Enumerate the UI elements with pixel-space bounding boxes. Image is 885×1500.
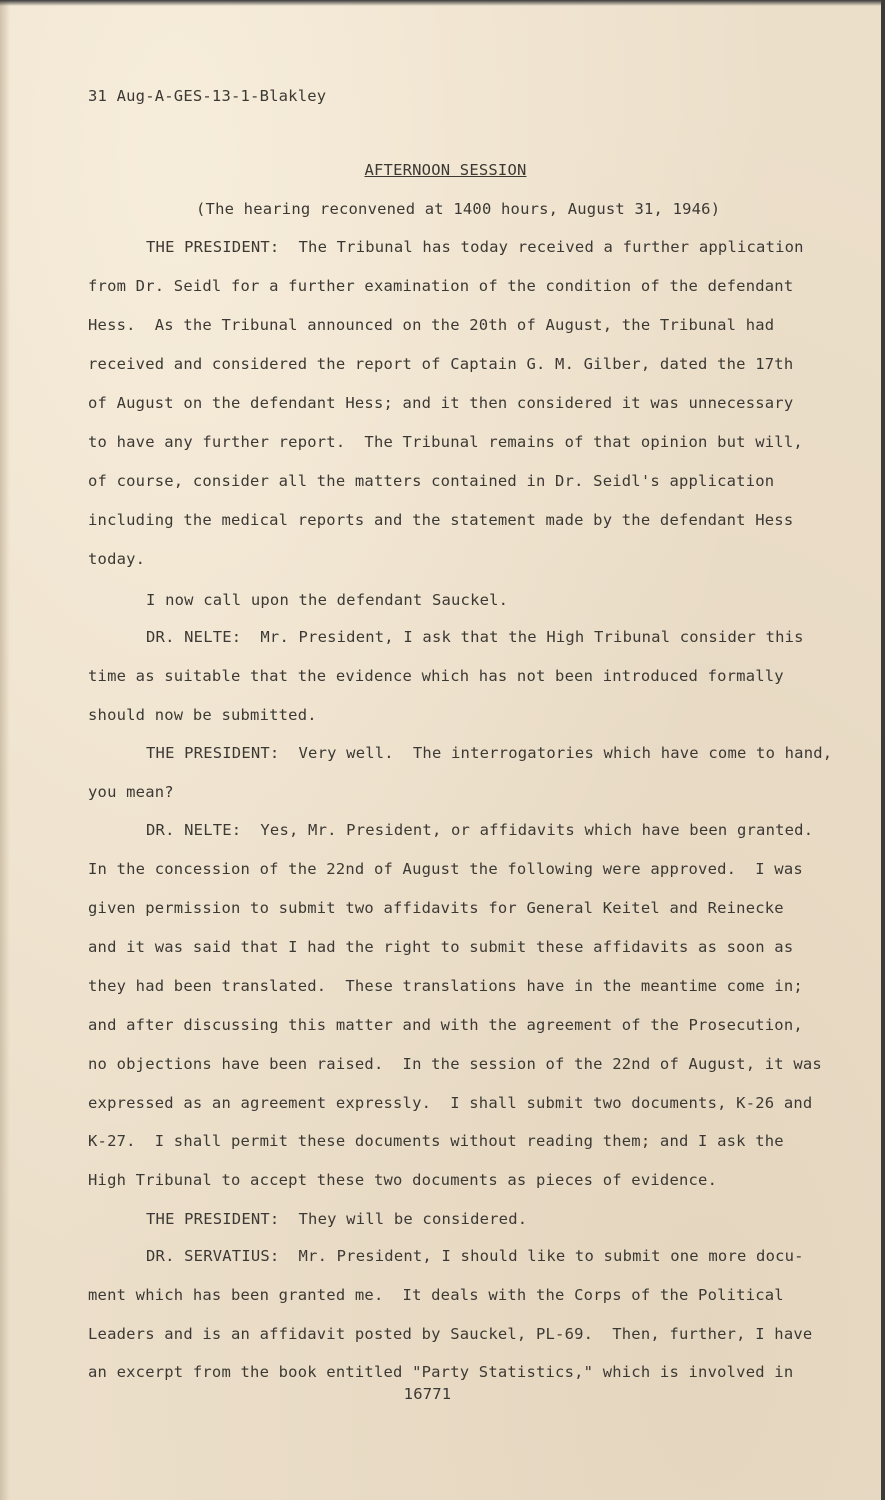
text-line: from Dr. Seidl for a further examination of the condition of the defendant: [88, 277, 794, 295]
text-line: ment which has been granted me. It deals with the Corps of the Political: [88, 1286, 784, 1304]
text-line: Leaders and is an affidavit posted by Sauckel, PL-69. Then, further, I have: [88, 1325, 813, 1343]
text-line: given permission to submit two affidavits for General Keitel and Reinecke: [88, 899, 784, 917]
text-line: THE PRESIDENT: Very well. The interrogatories which have come to hand,: [146, 744, 833, 762]
text-line: and after discussing this matter and with the agreement of the Prosecution,: [88, 1016, 803, 1034]
document-reference: 31 Aug-A-GES-13-1-Blakley: [88, 87, 327, 105]
text-line: including the medical reports and the statement made by the defendant Hess: [88, 511, 794, 529]
page-number: 16771: [403, 1385, 452, 1403]
text-line: received and considered the report of Captain G. M. Gilber, dated the 17th: [88, 355, 794, 373]
text-line: DR. SERVATIUS: Mr. President, I should like to submit one more docu-: [146, 1247, 804, 1265]
text-line: K-27. I shall permit these documents without reading them; and I ask the: [88, 1132, 784, 1150]
text-line: of course, consider all the matters contained in Dr. Seidl's application: [88, 472, 775, 490]
session-heading: AFTERNOON SESSION: [364, 161, 527, 179]
text-line: expressed as an agreement expressly. I shall submit two documents, K-26 and: [88, 1094, 813, 1112]
text-line: and it was said that I had the right to submit these affidavits as soon as: [88, 938, 794, 956]
text-line: to have any further report. The Tribunal remains of that opinion but will,: [88, 433, 803, 451]
text-line: High Tribunal to accept these two documents as pieces of evidence.: [88, 1171, 718, 1189]
text-line: an excerpt from the book entitled "Party Statistics," which is involved in: [88, 1363, 794, 1381]
text-line: Hess. As the Tribunal announced on the 20th of August, the Tribunal had: [88, 316, 775, 334]
text-line: THE PRESIDENT: They will be considered.: [146, 1210, 528, 1228]
text-line: DR. NELTE: Yes, Mr. President, or affidavits which have been granted.: [146, 821, 814, 839]
text-line: THE PRESIDENT: The Tribunal has today received a further application: [146, 238, 804, 256]
page-right-edge: [881, 0, 885, 1500]
text-line: I now call upon the defendant Sauckel.: [146, 591, 509, 609]
page-left-edge: [0, 0, 10, 1500]
text-line: you mean?: [88, 783, 174, 801]
text-line: they had been translated. These translations have in the meantime come in;: [88, 977, 803, 995]
text-line: (The hearing reconvened at 1400 hours, August 31, 1946): [196, 200, 721, 218]
text-line: no objections have been raised. In the session of the 22nd of August, it was: [88, 1055, 822, 1073]
text-line: of August on the defendant Hess; and it then considered it was unnecessary: [88, 394, 794, 412]
text-line: should now be submitted.: [88, 706, 317, 724]
page-top-edge: [0, 0, 885, 6]
text-line: In the concession of the 22nd of August the following were approved. I was: [88, 860, 803, 878]
text-line: DR. NELTE: Mr. President, I ask that the High Tribunal consider this: [146, 628, 804, 646]
text-line: today.: [88, 550, 146, 568]
text-line: time as suitable that the evidence which has not been introduced formally: [88, 667, 784, 685]
